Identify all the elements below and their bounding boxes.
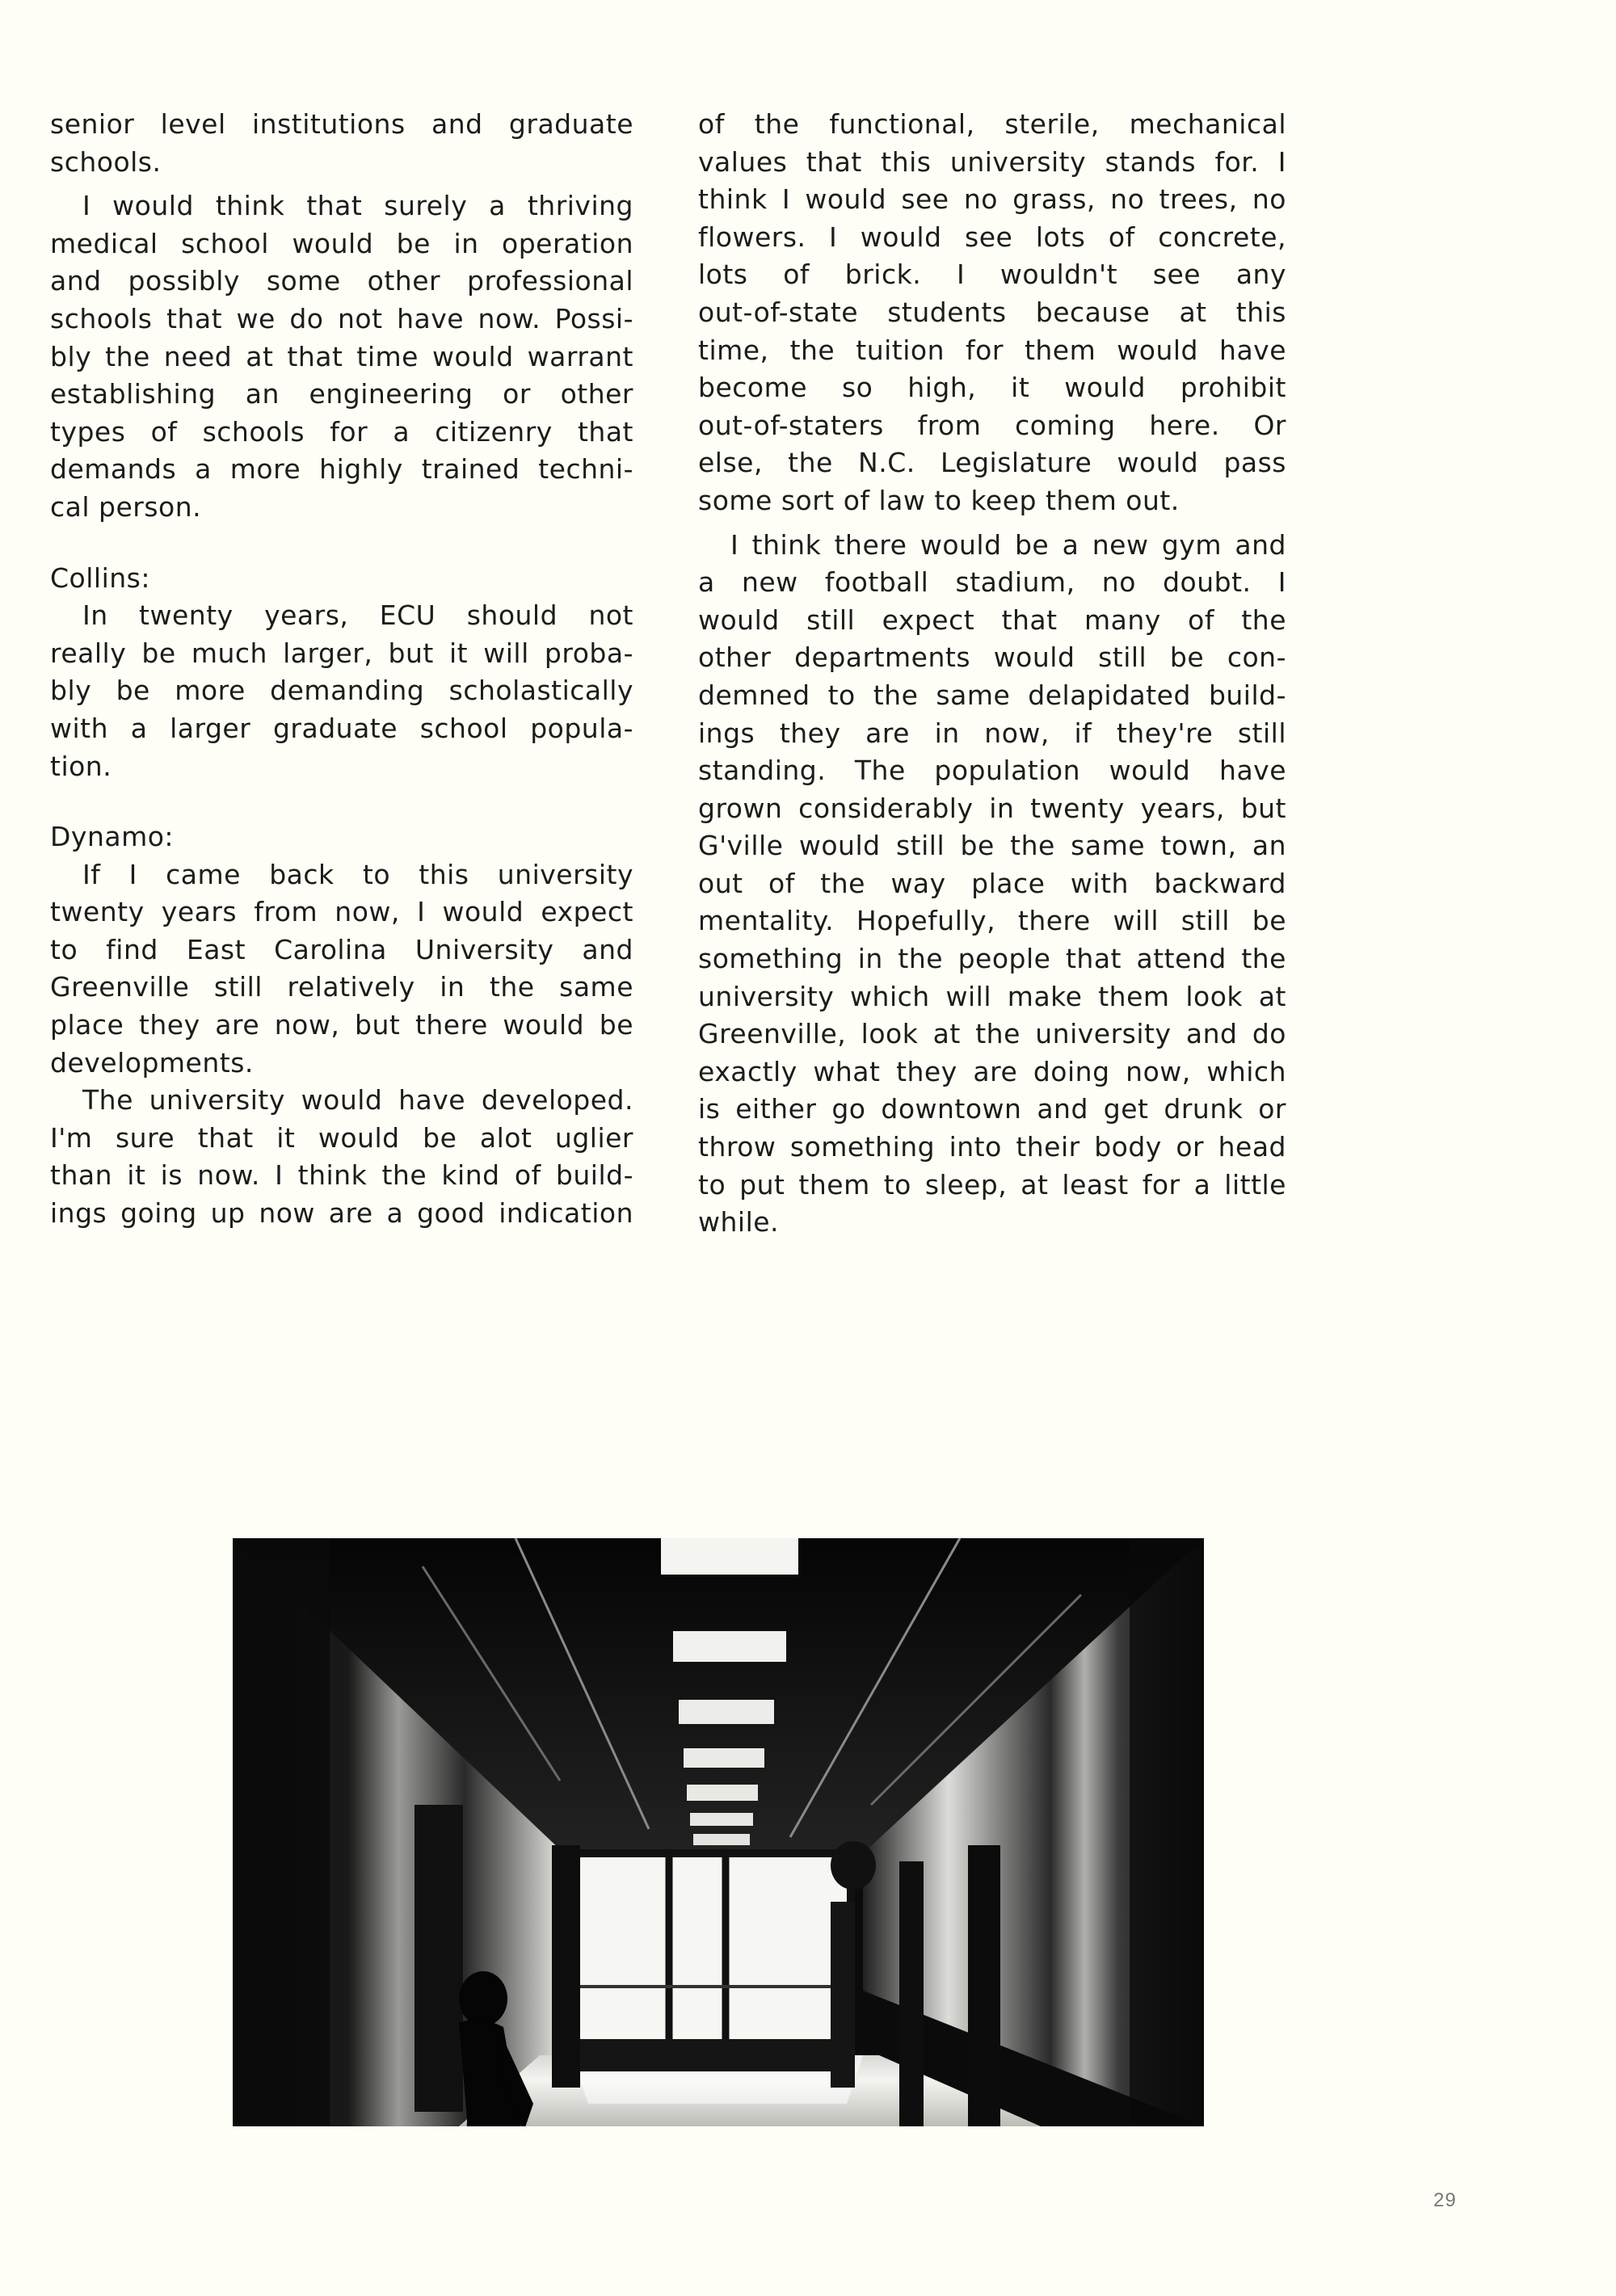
text-line: mentality. Hopefully, there will still be [698, 905, 1286, 937]
text-line: establishing an engineering or other [50, 378, 633, 410]
paragraph [698, 106, 1286, 520]
text-line: think I would see no grass, no trees, no [698, 183, 1286, 216]
text-line: bly the need at that time would warrant [50, 340, 633, 372]
text-line: ings they are in now, if they're still [698, 717, 1286, 749]
text-column-left [50, 106, 633, 1233]
paragraph [50, 187, 633, 526]
hallway-photo-image [233, 1538, 1204, 2126]
text-line: really be much larger, but it will proba- [50, 637, 633, 669]
text-line: values that this university stands for. I [698, 145, 1286, 178]
text-line: If I came back to this university [82, 858, 633, 890]
text-line: demands a more highly trained techni- [50, 453, 633, 486]
text-column-right [698, 106, 1286, 1242]
text-line: else, the N.C. Legislature would pass [698, 447, 1286, 479]
text-line: G'ville would still be the same town, an [698, 830, 1286, 862]
paragraph [698, 527, 1286, 1242]
text-line: time, the tuition for them would have [698, 334, 1286, 366]
text-line: Greenville, look at the university and do [698, 1018, 1286, 1050]
speaker-label: Dynamo: [50, 821, 175, 853]
text-line: I'm sure that it would be alot uglier [50, 1121, 633, 1154]
text-line: with a larger graduate school popula- [50, 712, 633, 744]
speaker-label: Collins: [50, 561, 150, 594]
text-line: place they are now, but there would be [50, 1009, 633, 1041]
text-line: would still expect that many of the [698, 603, 1286, 636]
text-line: out-of-staters from coming here. Or [698, 409, 1286, 441]
text-line: medical school would be in operation [50, 227, 633, 259]
text-line: grown considerably in twenty years, but [698, 792, 1286, 824]
text-line: senior level institutions and graduate [50, 108, 633, 140]
text-line: than it is now. I think the kind of build- [50, 1159, 633, 1192]
text-line: become so high, it would prohibit [698, 372, 1286, 404]
text-line: throw something into their body or head [698, 1131, 1286, 1163]
text-line: I think there would be a new gym and [730, 528, 1286, 561]
text-line: In twenty years, ECU should not [82, 599, 633, 632]
text-line: university which will make them look at [698, 980, 1286, 1012]
speaker-section-collins [50, 560, 633, 786]
text-line: The university would have developed. [82, 1084, 633, 1116]
text-line: and possibly some other professional [50, 265, 633, 297]
text-line: out-of-state students because at this [698, 296, 1286, 328]
text-line: standing. The population would have [698, 755, 1286, 787]
text-line: bly be more demanding scholastically [50, 675, 633, 707]
text-line: developments. [50, 1046, 254, 1079]
text-line: schools that we do not have now. Possi- [50, 302, 633, 334]
text-line: twenty years from now, I would expect [50, 896, 633, 928]
text-line: of the functional, sterile, mechanical [698, 108, 1286, 140]
text-line: lots of brick. I wouldn't see any [698, 259, 1286, 291]
hallway-photo [233, 1538, 1204, 2126]
text-line: out of the way place with backward [698, 867, 1286, 899]
text-line: I would think that surely a thriving [82, 190, 633, 222]
text-line: to find East Carolina University and [50, 933, 633, 965]
text-line: Greenville still relatively in the same [50, 971, 633, 1003]
text-line: ings going up now are a good indication [50, 1197, 633, 1230]
text-line: while. [698, 1206, 780, 1238]
text-line: some sort of law to keep them out. [698, 484, 1180, 516]
page-number: 29 [1433, 2189, 1457, 2211]
text-line: schools. [50, 145, 162, 178]
text-line: cal person. [50, 490, 202, 523]
text-line: something in the people that attend the [698, 943, 1286, 975]
text-line: other departments would still be con- [698, 641, 1286, 674]
text-line: flowers. I would see lots of concrete, [698, 221, 1286, 253]
text-line: demned to the same delapidated build- [698, 679, 1286, 711]
text-line: types of schools for a citizenry that [50, 415, 633, 448]
text-line: a new football stadium, no doubt. I [698, 566, 1286, 599]
paragraph [50, 106, 633, 181]
text-line: tion. [50, 750, 112, 782]
text-line: to put them to sleep, at least for a little [698, 1168, 1286, 1201]
text-line: is either go downtown and get drunk or [698, 1093, 1286, 1125]
text-line: exactly what they are doing now, which [698, 1055, 1286, 1087]
speaker-section-dynamo [50, 818, 633, 1233]
